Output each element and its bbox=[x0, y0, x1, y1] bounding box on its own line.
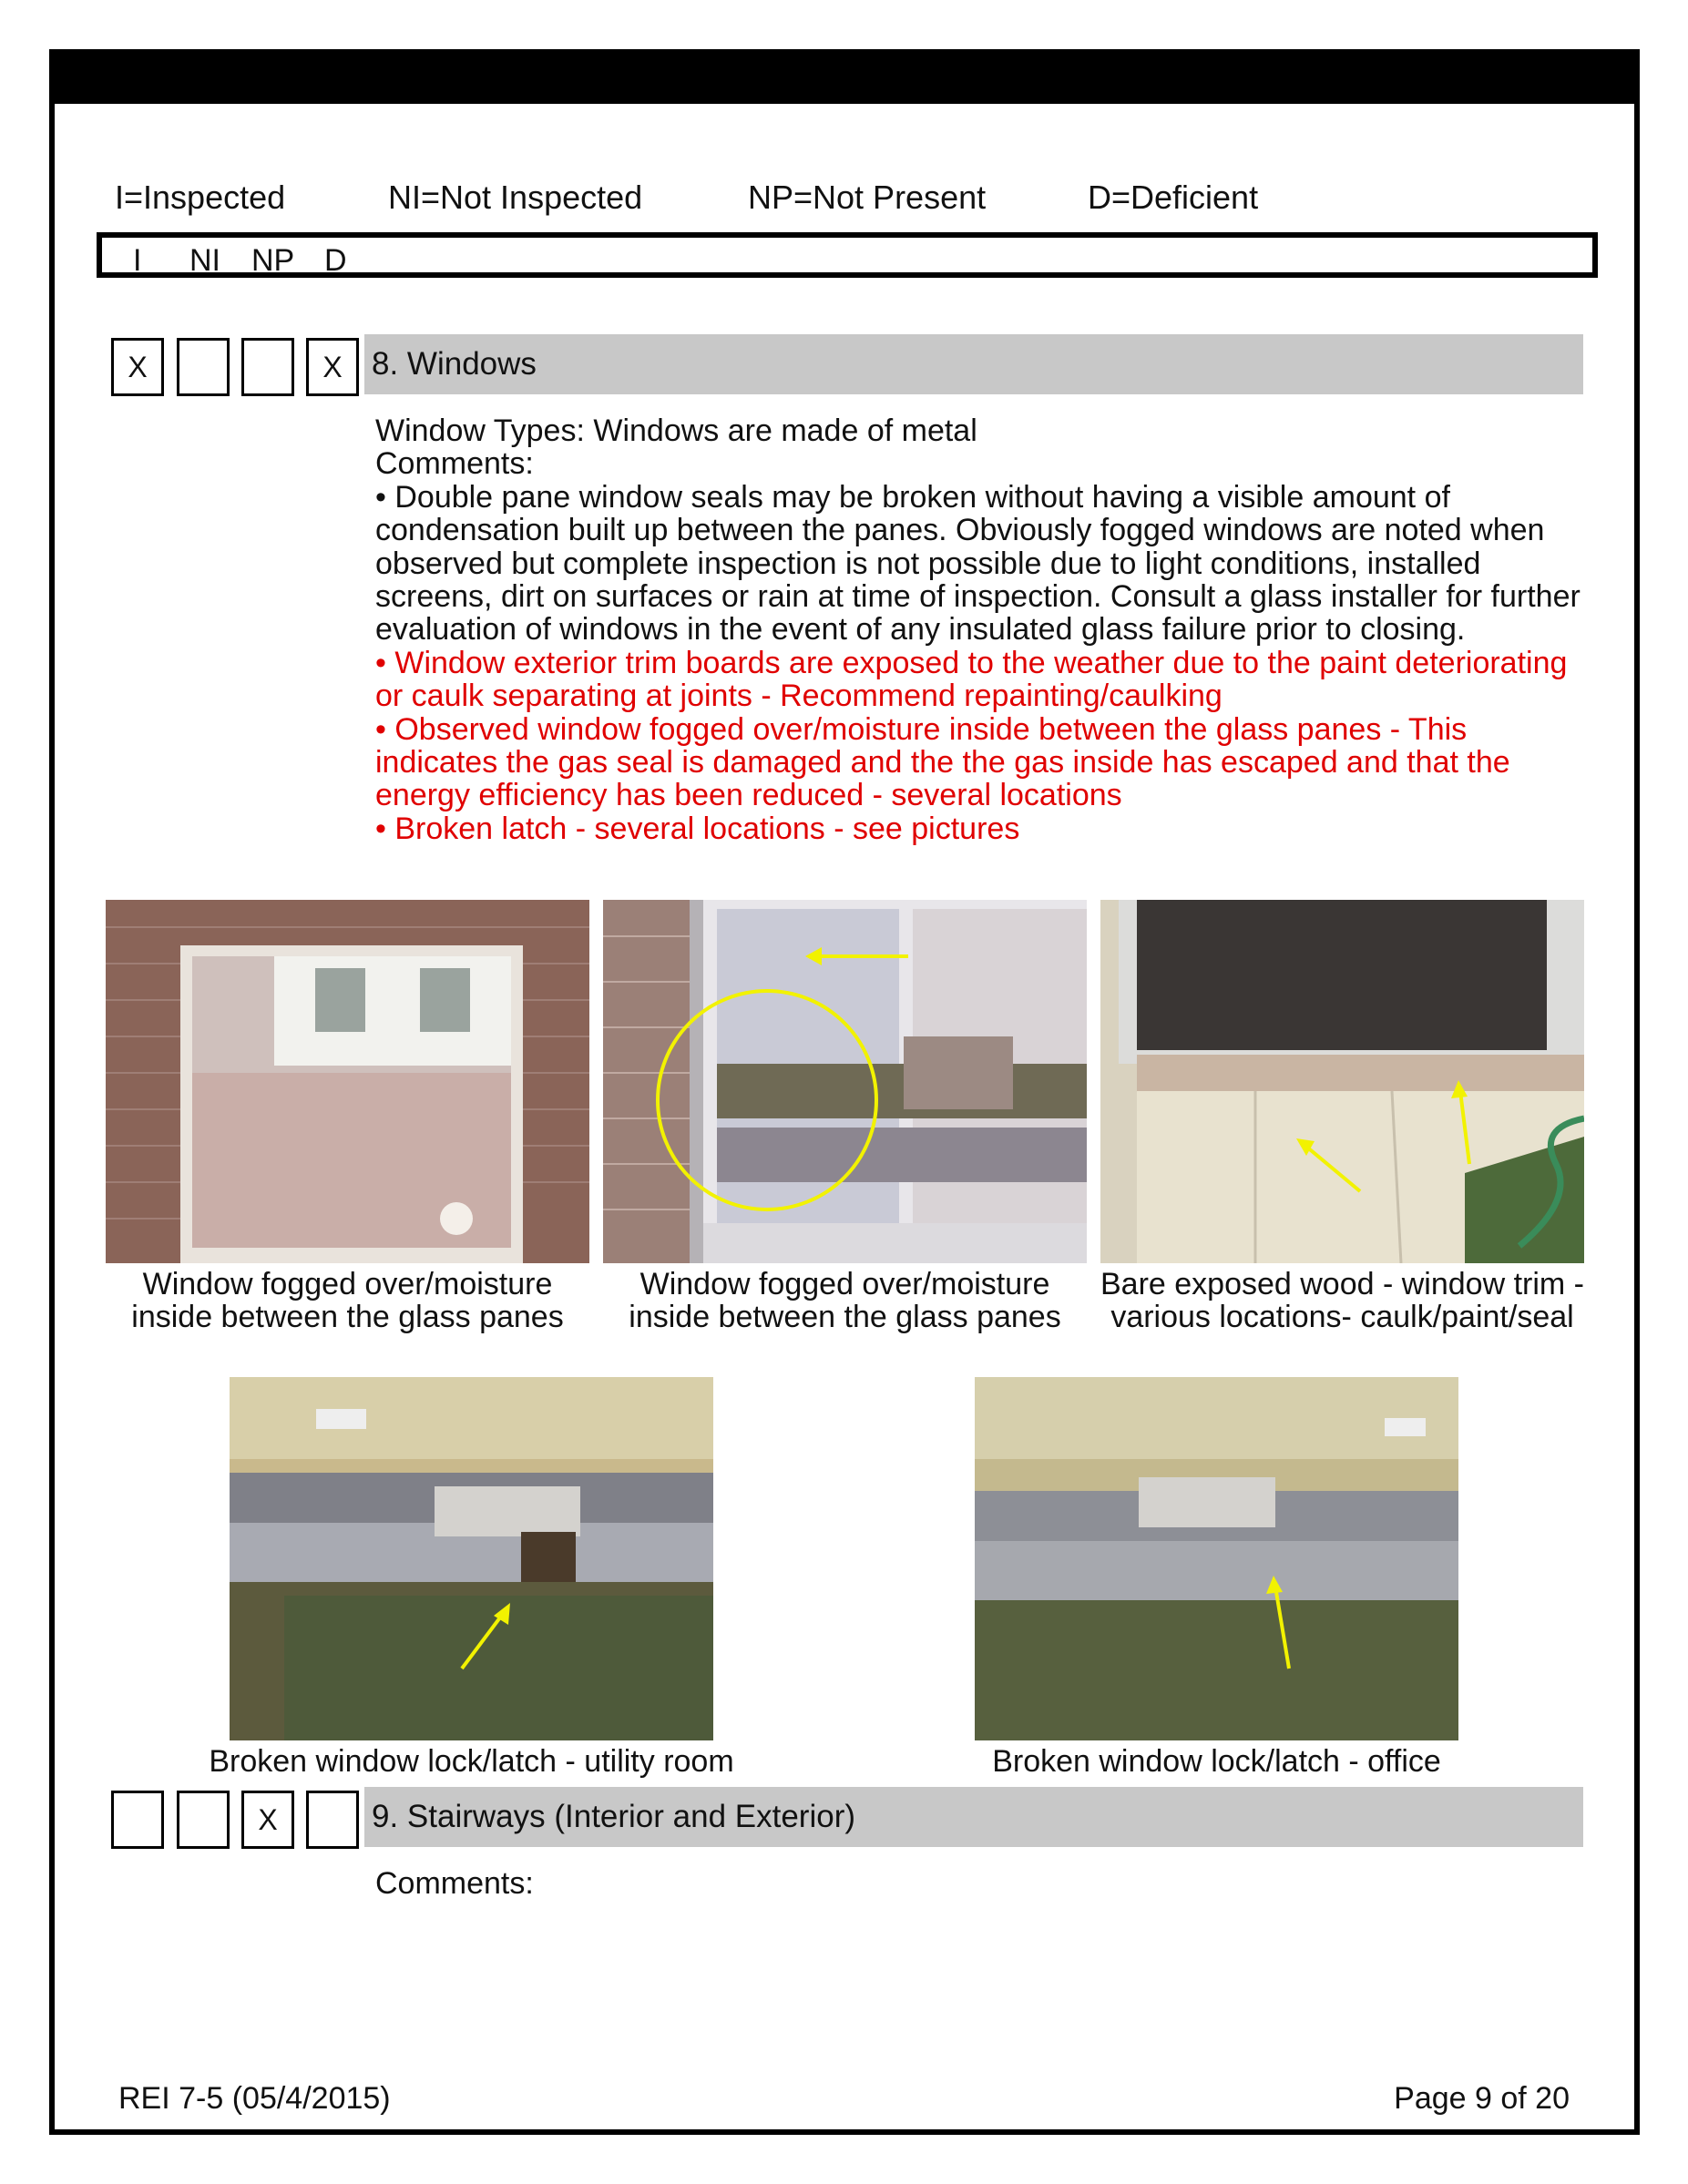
comments-label: Comments: bbox=[375, 446, 534, 482]
caption-photo-3: Bare exposed wood - window trim - various locations- caulk/paint/seal bbox=[1100, 1267, 1585, 1335]
windows-comments-block bbox=[375, 414, 1587, 845]
caption-photo-1: Window fogged over/moisture inside between the glass panes bbox=[131, 1267, 564, 1335]
caption-photo-4: Broken window lock/latch - utility room bbox=[209, 1744, 734, 1779]
stairways-comments-label: Comments: bbox=[375, 1866, 534, 1901]
section-title-windows: 8. Windows bbox=[364, 334, 1583, 394]
checkbox-inspected[interactable]: X bbox=[111, 338, 164, 396]
column-header-box bbox=[97, 232, 1598, 278]
checkbox-not-inspected-stairways[interactable] bbox=[177, 1791, 230, 1849]
general-note: • Double pane window seals may be broken without having a visible amount of condensation built up between the panes. Obviously fogged windows are noted when observed but complete inspection is not possible due to light conditions, installed screens, dirt on surfaces or rain at time of inspection. Consult a glass installer for further evaluation of windows in the event of any insulated glass failure prior to closing. bbox=[375, 479, 1581, 648]
photo-broken-latch-utility bbox=[230, 1377, 713, 1740]
col-header-ni: NI bbox=[189, 243, 220, 278]
section-title-stairways: 9. Stairways (Interior and Exterior) bbox=[364, 1787, 1583, 1847]
col-header-i: I bbox=[133, 243, 142, 278]
deficiency-latch: • Broken latch - several locations - see pictures bbox=[375, 811, 1020, 846]
checkbox-not-inspected[interactable] bbox=[177, 338, 230, 396]
caption-photo-5: Broken window lock/latch - office bbox=[992, 1744, 1441, 1779]
checkbox-not-present-stairways[interactable]: X bbox=[241, 1791, 294, 1849]
col-header-d: D bbox=[324, 243, 347, 278]
window-types-line: Window Types: Windows are made of metal bbox=[375, 413, 977, 448]
photo-fogged-window-2 bbox=[603, 900, 1087, 1263]
deficiency-fogged: • Observed window fogged over/moisture inside between the glass panes - This indicates the gas seal is damaged and the the gas inside has escaped and that the energy efficiency has been reduced - several locations bbox=[375, 711, 1510, 813]
checkbox-inspected-stairways[interactable] bbox=[111, 1791, 164, 1849]
footer-form-id: REI 7-5 (05/4/2015) bbox=[118, 2081, 391, 2116]
checkbox-deficient-stairways[interactable] bbox=[306, 1791, 359, 1849]
deficiency-trim: • Window exterior trim boards are exposed to the weather due to the paint deteriorating or caulk separating at joints - Recommend repainting/caulking bbox=[375, 645, 1568, 714]
caption-photo-2: Window fogged over/moisture inside between the glass panes bbox=[629, 1267, 1061, 1335]
checkbox-not-present[interactable] bbox=[241, 338, 294, 396]
photo-broken-latch-office bbox=[975, 1377, 1458, 1740]
photo-fogged-window-1 bbox=[106, 900, 589, 1263]
legend-inspected: I=Inspected bbox=[115, 179, 286, 216]
legend-not-present: NP=Not Present bbox=[748, 179, 987, 216]
footer-page-number: Page 9 of 20 bbox=[1394, 2081, 1570, 2116]
col-header-np: NP bbox=[251, 243, 295, 278]
checkbox-deficient[interactable]: X bbox=[306, 338, 359, 396]
photo-exposed-wood-trim bbox=[1100, 900, 1584, 1263]
legend-not-inspected: NI=Not Inspected bbox=[388, 179, 643, 216]
legend-deficient: D=Deficient bbox=[1088, 179, 1259, 216]
